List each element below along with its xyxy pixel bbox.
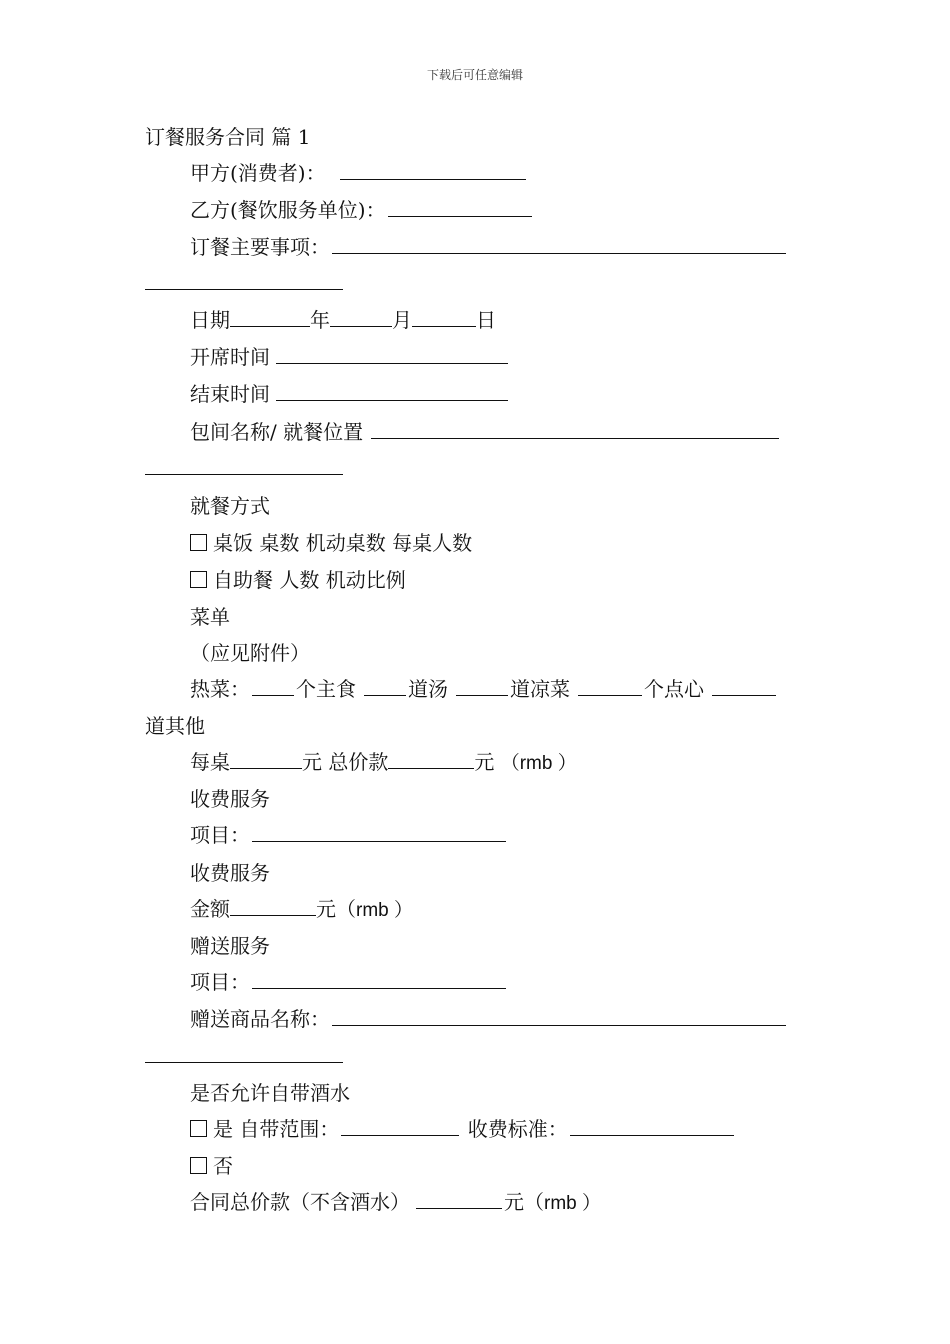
paid-item-label: 项目：: [190, 823, 250, 847]
party-a-field[interactable]: [340, 161, 526, 180]
room-continued: [145, 456, 343, 480]
end-time-field[interactable]: [276, 382, 508, 401]
paid-service-heading-1: 收费服务: [190, 787, 270, 811]
page-header: 下载后可任意编辑: [426, 68, 523, 82]
gift-service-heading: 赠送服务: [190, 934, 270, 958]
snack-field[interactable]: [712, 677, 776, 696]
no-label: 否: [213, 1154, 233, 1178]
year-label: 年: [310, 308, 330, 332]
buffet-option-label: 自助餐 人数 机动比例: [213, 568, 406, 592]
gift-item-field[interactable]: [252, 970, 506, 989]
gift-goods-continued: [145, 1044, 343, 1068]
contract-title: 订餐服务合同 篇 1: [145, 125, 311, 149]
start-time-row: [190, 345, 510, 369]
room-label: 包间名称/ 就餐位置: [190, 420, 364, 444]
date-year-field[interactable]: [230, 308, 310, 327]
contract-total-rmb-label: rmb ）: [544, 1193, 602, 1214]
gift-goods-row: [190, 1007, 788, 1031]
yes-option-row: [190, 1117, 736, 1141]
month-label: 月: [392, 308, 412, 332]
dining-method-heading: 就餐方式: [190, 494, 270, 518]
end-time-row: [190, 382, 510, 406]
no-checkbox[interactable]: [190, 1157, 207, 1174]
main-matters-continued: [145, 271, 343, 295]
no-option-row: [190, 1154, 233, 1178]
dishes-row: [190, 677, 778, 701]
menu-heading: 菜单: [190, 605, 230, 629]
contract-total-row: [190, 1190, 601, 1216]
table-option-checkbox[interactable]: [190, 534, 207, 551]
staple-label: 个主食: [296, 677, 356, 701]
amount-yuan-label: 元（: [316, 897, 356, 921]
per-table-label: 每桌: [190, 750, 230, 774]
party-b-field[interactable]: [388, 198, 532, 217]
party-b-row: [190, 198, 534, 222]
gift-goods-field-cont[interactable]: [145, 1044, 343, 1063]
soup-field[interactable]: [456, 677, 508, 696]
gift-item-row: [190, 970, 508, 994]
main-matters-label: 订餐主要事项：: [190, 235, 330, 259]
total-price-field[interactable]: [388, 750, 474, 769]
end-time-label: 结束时间: [190, 382, 270, 406]
own-wine-heading: 是否允许自带酒水: [190, 1081, 350, 1105]
date-month-field[interactable]: [330, 308, 392, 327]
date-day-field[interactable]: [412, 308, 476, 327]
main-matters-field[interactable]: [332, 235, 786, 254]
amount-label: 金额: [190, 897, 230, 921]
start-time-label: 开席时间: [190, 345, 270, 369]
soup-label: 道汤: [408, 677, 448, 701]
per-table-field[interactable]: [230, 750, 302, 769]
wine-range-field[interactable]: [341, 1117, 459, 1136]
cold-dish-field[interactable]: [578, 677, 642, 696]
main-matters-field-cont[interactable]: [145, 271, 343, 290]
per-table-row: [190, 750, 577, 776]
snack-label: 个点心: [644, 677, 704, 701]
gift-goods-field[interactable]: [332, 1007, 786, 1026]
staple-field[interactable]: [364, 677, 406, 696]
paid-item-field[interactable]: [252, 823, 506, 842]
contract-total-label: 合同总价款（不含酒水）: [190, 1190, 410, 1214]
amount-field[interactable]: [230, 897, 316, 916]
room-row: [190, 420, 781, 444]
fee-standard-field[interactable]: [570, 1117, 734, 1136]
menu-note: （应见附件）: [190, 641, 310, 665]
yes-checkbox[interactable]: [190, 1120, 207, 1137]
fee-standard-label: 收费标准：: [467, 1117, 568, 1141]
table-option-row: [190, 531, 472, 555]
buffet-option-row: [190, 568, 406, 592]
table-option-label: 桌饭 桌数 机动桌数 每桌人数: [213, 531, 473, 555]
day-label: 日: [476, 308, 496, 332]
date-row: [190, 308, 496, 332]
gift-goods-label: 赠送商品名称：: [190, 1007, 330, 1031]
amount-rmb-label: rmb ）: [356, 900, 414, 921]
party-a-row: [190, 161, 528, 185]
paid-item-row: [190, 823, 508, 847]
rmb-label: （rmb ）: [500, 753, 577, 774]
hot-dish-field[interactable]: [252, 677, 294, 696]
contract-total-yuan-label: 元（: [504, 1190, 544, 1214]
hot-dish-label: 热菜：: [190, 677, 250, 701]
party-b-label: 乙方(餐饮服务单位)：: [190, 198, 386, 222]
other-dishes: 道其他: [145, 714, 205, 738]
date-label: 日期: [190, 308, 230, 332]
buffet-option-checkbox[interactable]: [190, 571, 207, 588]
gift-item-label: 项目：: [190, 970, 250, 994]
room-field-cont[interactable]: [145, 456, 343, 475]
paid-service-heading-2: 收费服务: [190, 861, 270, 885]
room-field[interactable]: [371, 420, 779, 439]
start-time-field[interactable]: [276, 345, 508, 364]
party-a-label: 甲方(消费者)：: [190, 161, 326, 185]
contract-total-field[interactable]: [416, 1190, 502, 1209]
total-price-label: 元 总价款: [302, 750, 389, 774]
cold-dish-label: 道凉菜: [510, 677, 570, 701]
main-matters-row: [190, 235, 788, 259]
yes-range-label: 是 自带范围：: [213, 1117, 340, 1141]
amount-row: [190, 897, 413, 923]
yuan-label: 元: [474, 750, 495, 774]
